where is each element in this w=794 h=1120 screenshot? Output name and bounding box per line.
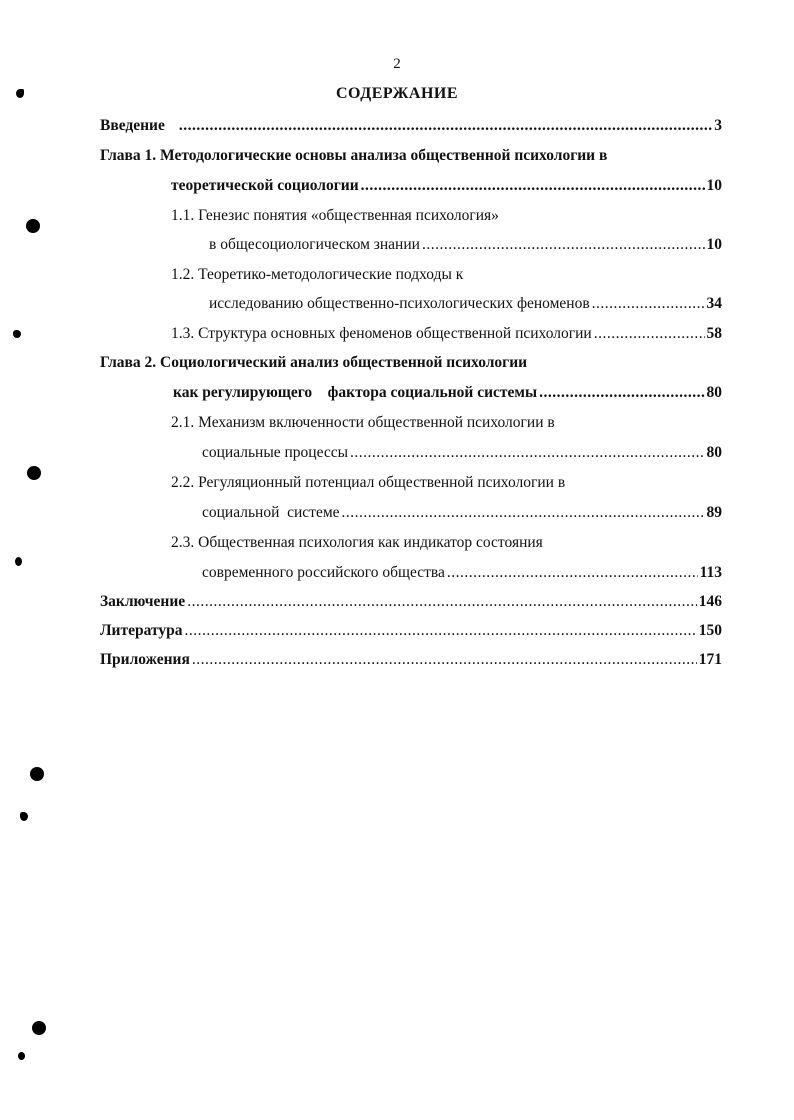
toc-entry-section-1-3	[171, 324, 722, 344]
toc-chapter-2-title: Глава 2. Социологический анализ общественной психологии	[100, 354, 528, 371]
toc-entry-text: Заключение	[100, 593, 186, 610]
toc-entry-text: социальной системе	[202, 504, 340, 521]
toc-entry-section-1-2	[209, 294, 722, 314]
dot-leader	[184, 621, 696, 641]
toc-entry-chapter-1	[171, 176, 722, 196]
toc-entry-text: как регулирующего фактора социальной системы	[173, 384, 538, 401]
dot-leader	[350, 443, 704, 463]
toc-page-number: 10	[706, 236, 722, 253]
binder-hole	[30, 767, 44, 781]
scan-mark	[15, 557, 22, 566]
binder-hole	[26, 219, 40, 233]
toc-entry-text: исследованию общественно-психологических феноменов	[209, 295, 590, 312]
toc-entry-literature	[100, 621, 722, 641]
binder-hole	[32, 1021, 46, 1035]
dot-leader	[192, 650, 697, 670]
dot-leader	[342, 503, 705, 523]
scan-mark	[18, 1052, 25, 1060]
toc-entry-appendix	[100, 650, 722, 670]
scan-mark	[16, 89, 24, 98]
dot-leader	[179, 116, 712, 136]
toc-section-2-2-title: 2.2. Регуляционный потенциал общественной психологии в	[171, 474, 566, 491]
dot-leader	[539, 383, 704, 403]
dot-leader	[187, 592, 697, 612]
dot-leader	[594, 324, 705, 344]
toc-chapter-1-title: Глава 1. Методологические основы анализа общественной психологии в	[100, 147, 608, 164]
toc-entry-text: теоретической социологии	[171, 177, 359, 194]
toc-entry-conclusion	[100, 592, 722, 612]
toc-entry-section-2-2	[202, 503, 722, 523]
toc-page-number: 3	[714, 117, 722, 134]
toc-section-2-1-title: 2.1. Механизм включенности общественной психологии в	[171, 414, 555, 431]
toc-page-number: 80	[706, 444, 722, 461]
toc-page-number: 113	[699, 564, 722, 581]
toc-entry-section-1-1	[209, 235, 722, 255]
toc-entry-text: Литература	[100, 622, 183, 639]
toc-page-number: 34	[706, 295, 722, 312]
toc-entry-text: социальные процессы	[202, 444, 349, 461]
toc-entry-text: Введение	[100, 117, 165, 134]
scan-mark	[20, 812, 28, 821]
page-number: 2	[393, 56, 401, 72]
toc-entry-section-2-1	[202, 443, 722, 463]
toc-page-number: 10	[706, 177, 722, 194]
toc-entry-text: 1.3. Структура основных феноменов общественной психологии	[171, 325, 592, 342]
toc-section-1-1-title: 1.1. Генезис понятия «общественная психология»	[171, 207, 499, 224]
toc-entry-text: Приложения	[100, 651, 190, 668]
toc-entry-text: в общесоциологическом знании	[209, 236, 420, 253]
binder-hole	[27, 466, 41, 480]
toc-page-number: 171	[698, 651, 722, 668]
dot-leader	[422, 235, 705, 255]
toc-entry-intro	[100, 116, 722, 136]
page-title: СОДЕРЖАНИЕ	[335, 85, 459, 102]
toc-page-number: 89	[706, 504, 722, 521]
toc-entry-section-2-3	[202, 563, 722, 583]
dot-leader	[447, 563, 698, 583]
toc-section-2-3-title: 2.3. Общественная психология как индикатор состояния	[171, 534, 543, 551]
toc-page-number: 146	[698, 593, 722, 610]
dot-leader	[361, 176, 705, 196]
toc-page-number: 150	[698, 622, 722, 639]
toc-page-number: 80	[706, 384, 722, 401]
toc-entry-chapter-2	[173, 383, 722, 403]
dot-leader	[592, 294, 705, 314]
toc-page-number: 58	[706, 325, 722, 342]
toc-entry-text: современного российского общества	[202, 564, 445, 581]
scan-mark	[13, 330, 21, 338]
toc-section-1-2-title: 1.2. Теоретико-методологические подходы к	[171, 266, 464, 283]
